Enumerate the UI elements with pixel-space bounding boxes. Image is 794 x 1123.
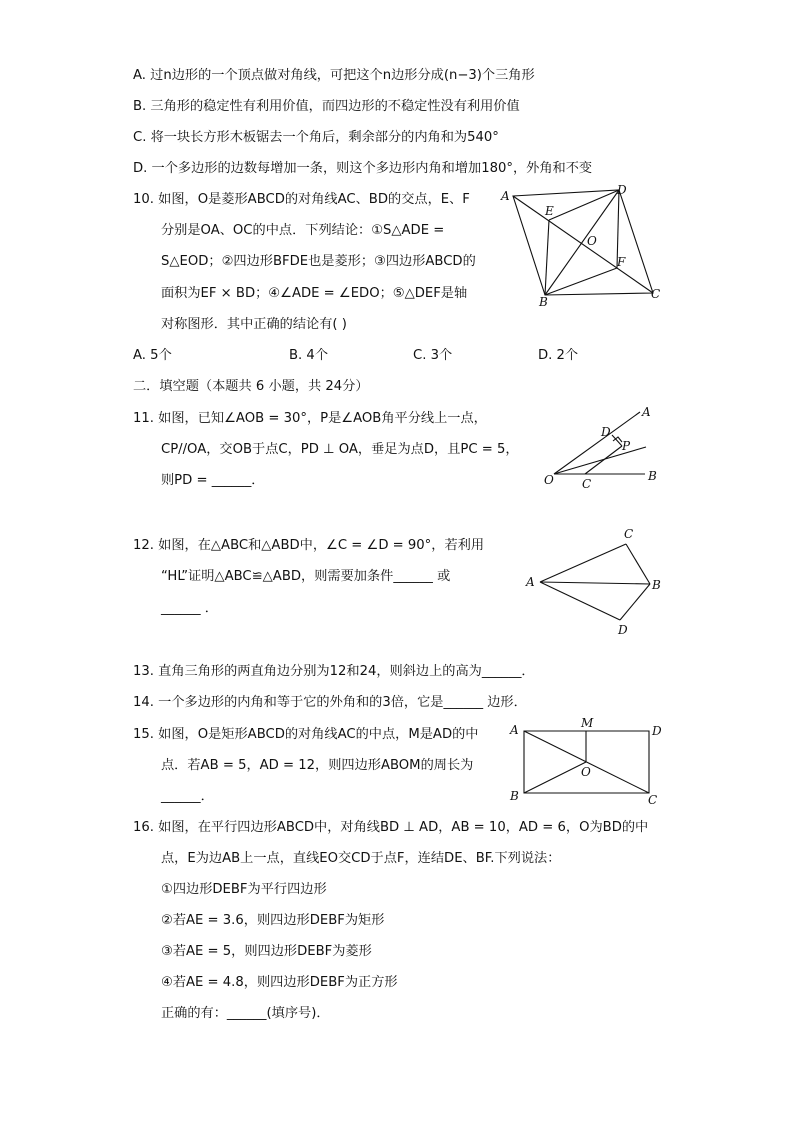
q14-text: 14. 一个多边形的内角和等于它的外角和的3倍，它是______ 边形． bbox=[133, 695, 527, 710]
q12-label-b: B bbox=[652, 578, 661, 592]
q15-label-o: O bbox=[581, 765, 591, 779]
q12-line-3: ______ ． bbox=[161, 601, 218, 616]
q9-option-d: D. 一个多边形的边数每增加一条，则这个多边形内角和增加180°，外角和不变 bbox=[133, 161, 593, 176]
q12-line-1: 12. 如图，在△ABC和△ABD中，∠C = ∠D = 90°，若利用 bbox=[133, 538, 485, 553]
q9-option-b: B. 三角形的稳定性有利用价值，而四边形的不稳定性没有利用价值 bbox=[133, 99, 520, 114]
q10-label-d: D bbox=[617, 183, 627, 197]
q15-label-c: C bbox=[648, 793, 658, 807]
q10-label-c: C bbox=[651, 287, 661, 301]
q10-label-f: F bbox=[617, 255, 626, 269]
q16-answer-line: 正确的有：______(填序号)． bbox=[161, 1006, 330, 1021]
q10-line-3: S△EOD；②四边形BFDE也是菱形；③四边形ABCD的 bbox=[161, 254, 476, 269]
q16-line-2: 点，E为边AB上一点，直线EO交CD于点F，连结DE、BF.下列说法： bbox=[161, 851, 561, 866]
q11-line-1: 11. 如图，已知∠AOB = 30°，P是∠AOB角平分线上一点， bbox=[133, 411, 487, 426]
q15-line-1: 15. 如图，O是矩形ABCD的对角线AC的中点，M是AD的中 bbox=[133, 727, 479, 742]
q10-rhombus-figure bbox=[495, 180, 670, 310]
q10-line-2: 分别是OA、OC的中点．下列结论：①S△ADE = bbox=[161, 223, 445, 238]
q15-line-3: ______． bbox=[161, 789, 214, 804]
q13-text: 13. 直角三角形的两直角边分别为12和24，则斜边上的高为______． bbox=[133, 664, 535, 679]
q10-line-4: 面积为EF × BD；④∠ADE = ∠EDO；⑤△DEF是轴 bbox=[161, 286, 468, 301]
q11-label-a: A bbox=[642, 405, 651, 419]
q10-label-a: A bbox=[501, 189, 510, 203]
q16-statement-4: ④若AE = 4.8，则四边形DEBF为正方形 bbox=[161, 975, 398, 990]
q10-label-e: E bbox=[545, 204, 554, 218]
q10-option-b: B. 4个 bbox=[289, 348, 329, 363]
q10-label-b: B bbox=[539, 295, 548, 309]
q15-rectangle-figure bbox=[506, 716, 666, 808]
q12-line-2: “HL”证明△ABC≌△ABD，则需要加条件______ 或 bbox=[161, 569, 451, 584]
q12-label-a: A bbox=[526, 575, 535, 589]
q11-label-c: C bbox=[582, 477, 592, 491]
q10-option-c: C. 3个 bbox=[413, 348, 453, 363]
q15-label-a: A bbox=[510, 723, 519, 737]
q16-statement-3: ③若AE = 5，则四边形DEBF为菱形 bbox=[161, 944, 372, 959]
q10-option-a: A. 5个 bbox=[133, 348, 172, 363]
q10-line-1: 10. 如图，O是菱形ABCD的对角线AC、BD的交点，E、F bbox=[133, 192, 470, 207]
q15-label-m: M bbox=[581, 716, 594, 730]
q10-option-d: D. 2个 bbox=[538, 348, 579, 363]
q9-option-c: C. 将一块长方形木板锯去一个角后，剩余部分的内角和为540° bbox=[133, 130, 499, 145]
q11-label-p: P bbox=[622, 439, 631, 453]
q15-label-d: D bbox=[652, 724, 662, 738]
q11-label-d: D bbox=[601, 425, 611, 439]
q11-label-b: B bbox=[648, 469, 657, 483]
q12-triangles-figure bbox=[522, 524, 667, 640]
q11-line-2: CP//OA，交OB于点C，PD ⊥ OA，垂足为点D，且PC = 5， bbox=[161, 442, 519, 457]
q16-line-1: 16. 如图，在平行四边形ABCD中，对角线BD ⊥ AD，AB = 10，AD = 6，O为BD的中 bbox=[133, 820, 649, 835]
q12-label-c: C bbox=[624, 527, 634, 541]
section-heading: 二．填空题（本题共 6 小题，共 24分） bbox=[133, 379, 369, 394]
q11-label-o: O bbox=[544, 473, 554, 487]
q16-statement-2: ②若AE = 3.6，则四边形DEBF为矩形 bbox=[161, 913, 385, 928]
q10-label-o: O bbox=[587, 234, 597, 248]
q11-angle-figure bbox=[540, 402, 665, 492]
q15-label-b: B bbox=[510, 789, 519, 803]
q12-label-d: D bbox=[618, 623, 628, 637]
q16-statement-1: ①四边形DEBF为平行四边形 bbox=[161, 882, 327, 897]
q11-line-3: 则PD = ______． bbox=[161, 473, 265, 488]
q10-line-5: 对称图形．其中正确的结论有( ) bbox=[161, 317, 347, 332]
q15-line-2: 点．若AB = 5，AD = 12，则四边形ABOM的周长为 bbox=[161, 758, 474, 773]
q9-option-a: A. 过n边形的一个顶点做对角线，可把这个n边形分成(n−3)个三角形 bbox=[133, 68, 535, 83]
